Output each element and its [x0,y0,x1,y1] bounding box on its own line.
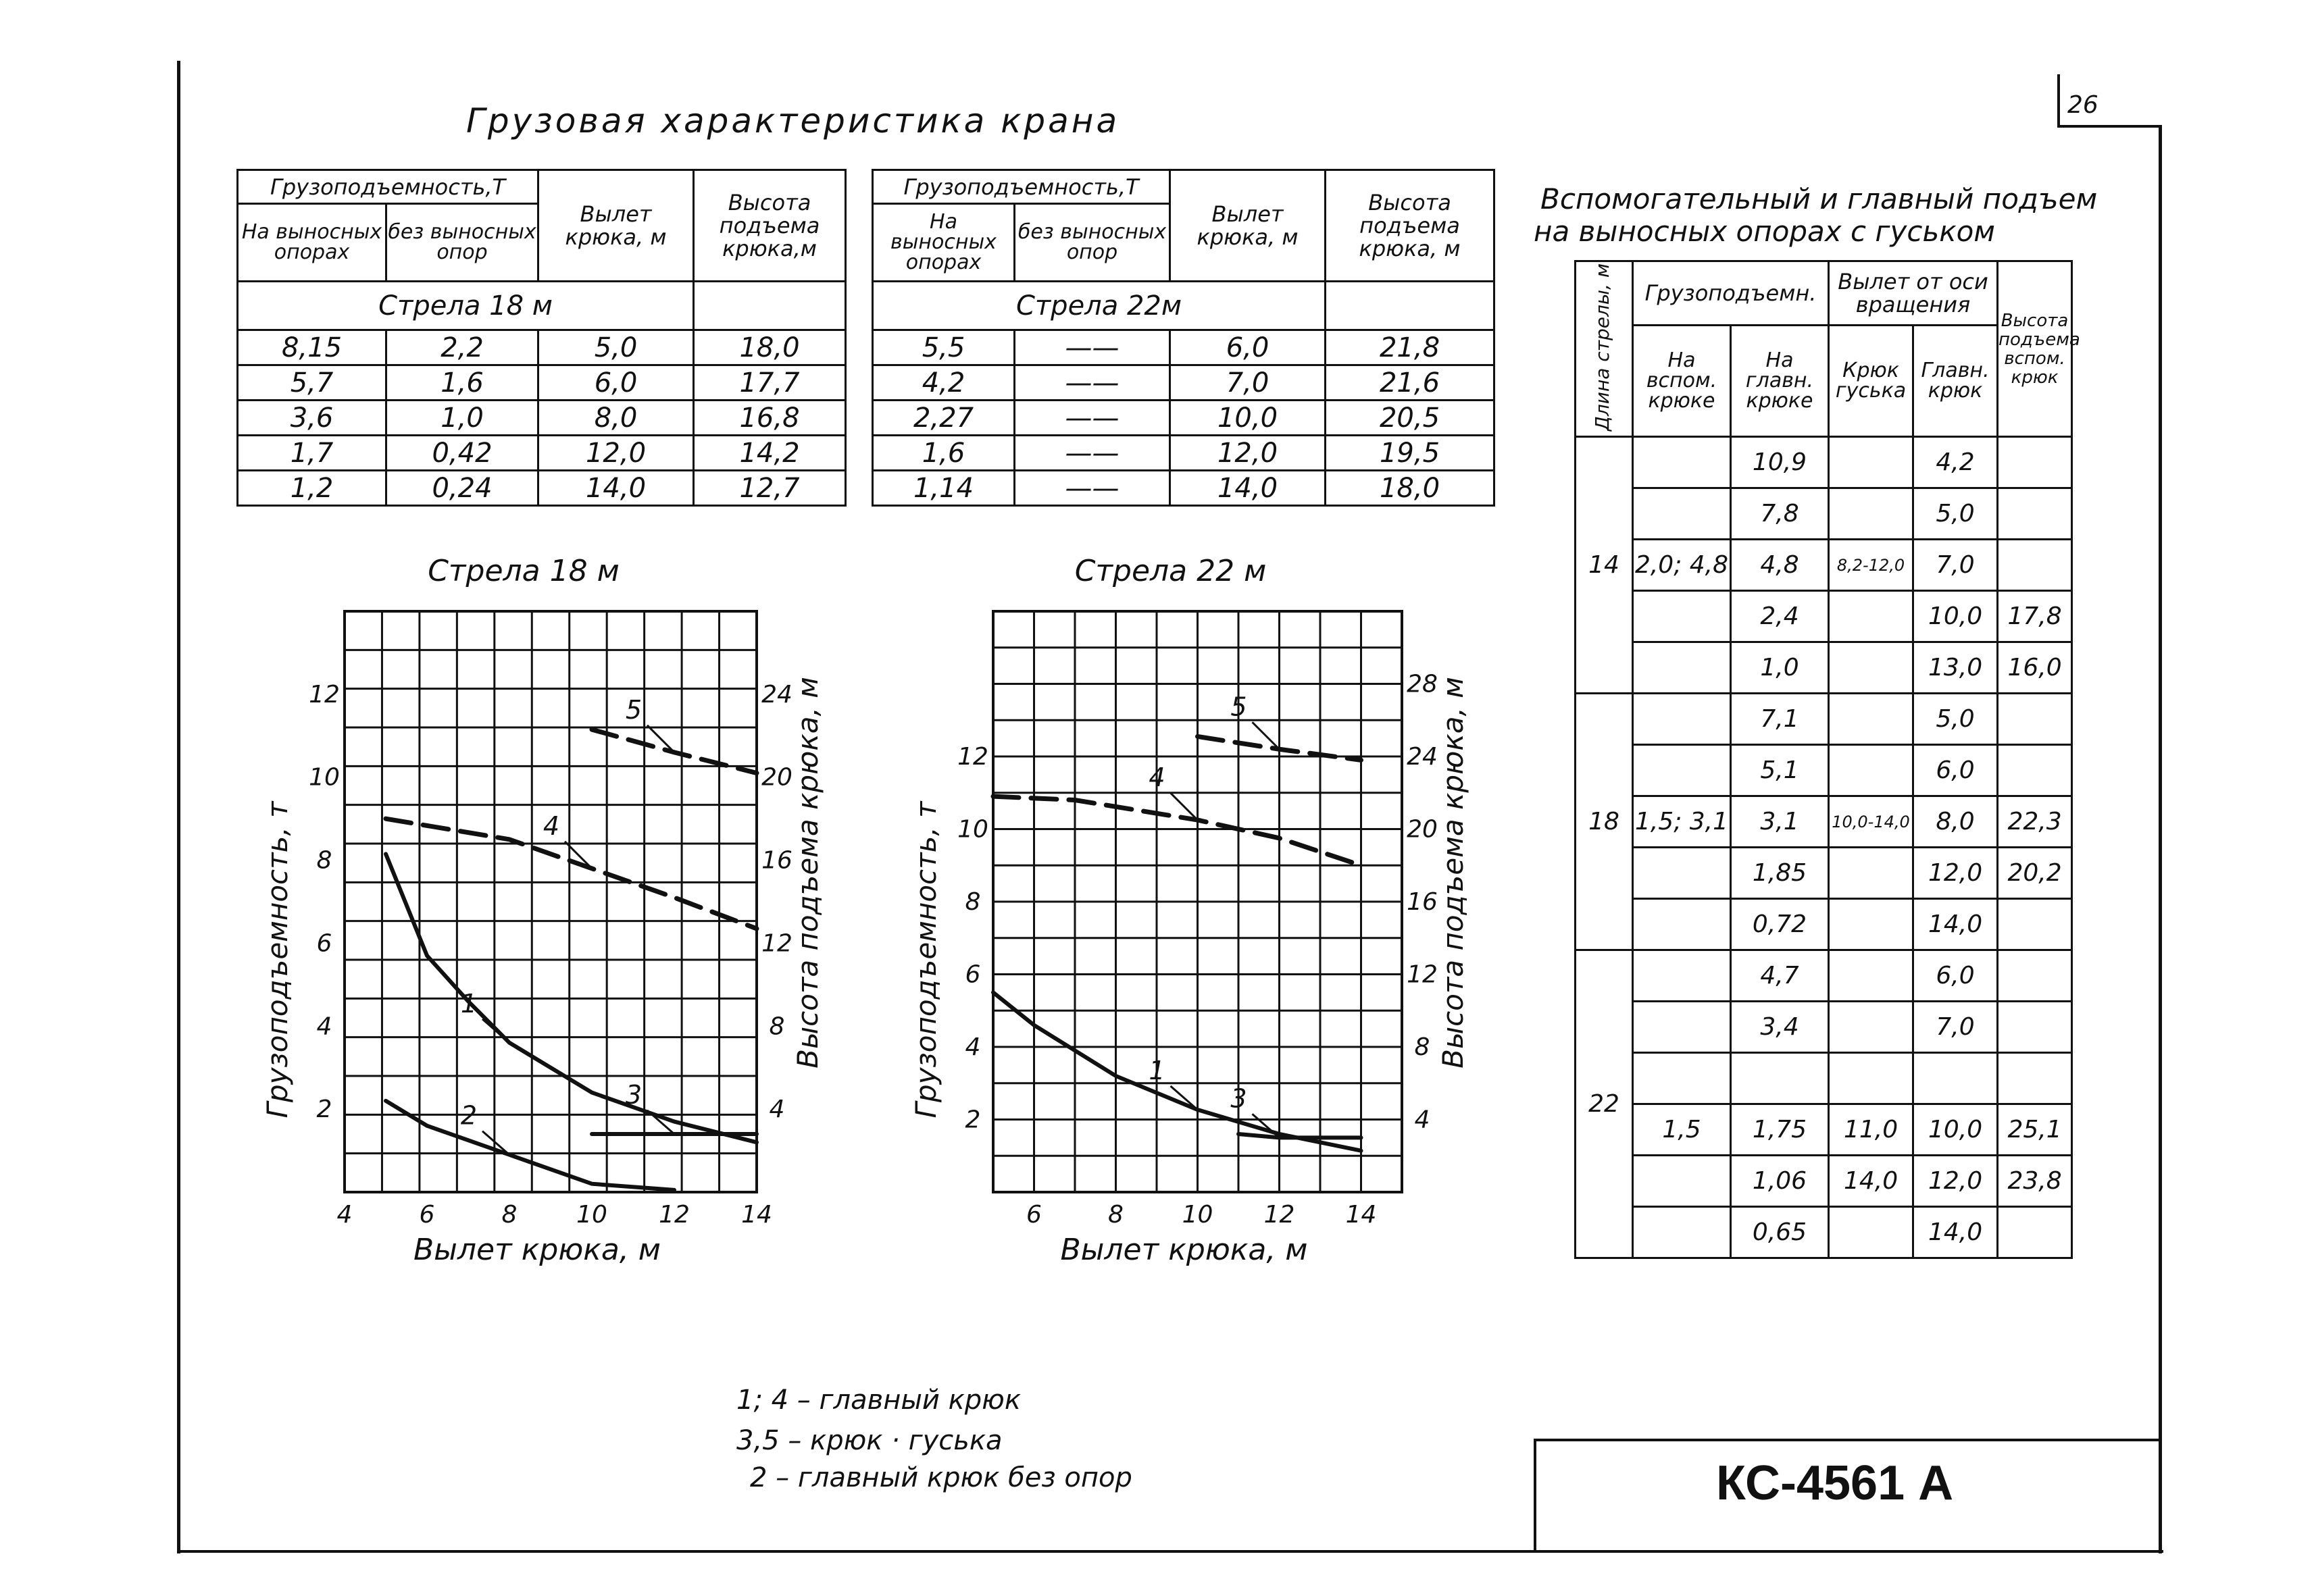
table-cell: 8,15 [238,330,386,365]
main-capacity-cell: 4,8 [1731,540,1829,591]
table-row [1576,745,2072,796]
main-capacity-cell: 7,8 [1731,488,1829,540]
jib-reach-cell [1829,1207,1913,1258]
frame-top-right-line [2057,125,2162,128]
x-tick-label: 4 [336,1201,353,1229]
page-number-box [2057,74,2060,127]
y-axis-label: Грузоподъемность, т [909,801,942,1118]
table-cell: 8,0 [538,401,694,436]
table-row [1576,591,2072,642]
main-capacity-cell: 4,7 [1731,950,1829,1002]
table-cell: 7,0 [1170,365,1326,401]
table-row [873,436,1494,471]
jib-table [1574,260,2080,1259]
table-cell: 19,5 [1326,436,1494,471]
y-tick-label: 2 [965,1106,981,1134]
y2-tick-label: 4 [1414,1106,1430,1134]
table-cell: 18,0 [694,330,846,365]
aux-capacity-cell [1633,437,1731,488]
boom-length-cell: 14 [1576,437,1633,694]
height-cell: 25,1 [1998,1104,2072,1156]
main-reach-cell: 13,0 [1913,642,1998,694]
table-row [1576,1207,2072,1258]
jib-reach-cell: 8,2-12,0 [1829,540,1913,591]
main-reach-cell: 6,0 [1913,950,1998,1002]
table-row [1576,899,2072,950]
jib-reach-cell [1829,642,1913,694]
x-tick-label: 6 [419,1201,435,1229]
main-capacity-cell: 10,9 [1731,437,1829,488]
series-label-1: 1 [460,988,478,1019]
height-cell [1998,437,2072,488]
x-tick-label: 10 [576,1201,607,1229]
jib-reach-cell: 11,0 [1829,1104,1913,1156]
main-reach-cell: 12,0 [1913,848,1998,899]
y-tick-label: 10 [957,815,988,844]
height-cell [1998,540,2072,591]
y2-tick-label: 24 [1407,743,1438,771]
table-row [1576,1002,2072,1053]
table-row [1576,437,2072,488]
main-reach-cell: 6,0 [1913,745,1998,796]
frame-left-line [177,61,180,1553]
y2-tick-label: 20 [761,763,793,792]
table-cell: 17,7 [694,365,846,401]
table-cell: —— [1015,365,1170,401]
y-tick-label: 2 [316,1096,332,1124]
table-row [873,471,1494,506]
aux-capacity-cell: 2,0; 4,8 [1633,540,1731,591]
jib-reach-cell [1829,745,1913,796]
table-cell: —— [1015,471,1170,506]
main-capacity-cell: 3,1 [1731,796,1829,848]
x-tick-label: 10 [1182,1201,1213,1229]
load-table-boom-22 [872,169,1495,507]
jib-reach-cell [1829,848,1913,899]
table-cell: 5,7 [238,365,386,401]
table-row [238,471,846,506]
y-tick-label: 6 [965,960,981,989]
main-reach-cell: 8,0 [1913,796,1998,848]
jib-reach-cell [1829,950,1913,1002]
reach-header: Вылет крюка, м [538,170,694,282]
y-axis-label: Грузоподъемность, т [261,801,294,1118]
aux-capacity-cell [1633,1053,1731,1104]
aux-capacity-cell [1633,950,1731,1002]
outriggers-header: На выносных опорах [238,204,386,282]
y2-tick-label: 28 [1407,670,1438,698]
table-row [873,330,1494,365]
capacity-header: Грузоподъемность,Т [238,170,538,204]
table-cell: 0,24 [386,471,538,506]
table-22-rows [873,330,1494,506]
table-cell: —— [1015,436,1170,471]
main-capacity-cell: 1,75 [1731,1104,1829,1156]
table-cell: 0,42 [386,436,538,471]
table-cell: 2,2 [386,330,538,365]
jib-reach-cell: 14,0 [1829,1156,1913,1207]
legend-line-2: 3,5 – крюк · гуська [736,1425,1003,1456]
aux-capacity-cell [1633,591,1731,642]
chart-boom-18 [257,540,845,1371]
table-cell: —— [1015,401,1170,436]
aux-capacity-cell [1633,848,1731,899]
table-row [873,401,1494,436]
x-tick-label: 14 [741,1201,772,1229]
x-tick-label: 6 [1026,1201,1042,1229]
y-tick-label: 12 [309,680,340,709]
main-capacity-cell: 5,1 [1731,745,1829,796]
table-cell: 14,0 [1170,471,1326,506]
boom-length-cell: 22 [1576,950,1633,1258]
series-label-4: 4 [543,810,560,841]
series-label-3: 3 [1230,1083,1247,1114]
height-header: Высота подъема крюка, м [1326,170,1494,282]
height-cell [1998,1207,2072,1258]
height-cell [1998,745,2072,796]
x-tick-label: 8 [501,1201,518,1229]
x-tick-label: 14 [1345,1201,1377,1229]
capacity-header: Грузоподъемность,Т [873,170,1170,204]
table-cell: 14,2 [694,436,846,471]
series-label-1: 1 [1149,1055,1165,1085]
jib-table-rows [1576,437,2072,1258]
table-cell: 16,8 [694,401,846,436]
main-reach-cell: 12,0 [1913,1156,1998,1207]
table-row [1576,848,2072,899]
main-capacity-cell: 3,4 [1731,1002,1829,1053]
main-reach-cell: 5,0 [1913,694,1998,745]
table-row [1576,796,2072,848]
series-label-5: 5 [1230,692,1247,722]
jib-reach-cell [1829,591,1913,642]
table-row [1576,642,2072,694]
jib-hook-reach-header: Крюк гуська [1829,326,1913,437]
y-tick-label: 8 [316,846,332,875]
jib-reach-cell [1829,899,1913,950]
series-label-4: 4 [1149,763,1165,793]
x-axis-label: Вылет крюка, м [413,1233,661,1267]
table-row [1576,540,2072,591]
table-cell: 1,7 [238,436,386,471]
height-cell [1998,1002,2072,1053]
y-tick-label: 12 [957,743,988,771]
main-capacity-cell [1731,1053,1829,1104]
y-tick-label: 10 [309,763,340,792]
chart-boom-22 [899,540,1520,1371]
table-cell: 3,6 [238,401,386,436]
aux-capacity-cell: 1,5; 3,1 [1633,796,1731,848]
y2-axis-label: Высота подъема крюка, м [791,677,824,1069]
table-row [238,436,846,471]
main-reach-cell: 4,2 [1913,437,1998,488]
aux-capacity-cell [1633,642,1731,694]
main-reach-cell: 14,0 [1913,1207,1998,1258]
table-cell: 14,0 [538,471,694,506]
table-row [1576,488,2072,540]
chart-title: Стрела 18 м [428,554,620,588]
aux-capacity-cell: 1,5 [1633,1104,1731,1156]
table-cell: 21,6 [1326,365,1494,401]
table-cell: 12,7 [694,471,846,506]
x-tick-label: 12 [659,1201,690,1229]
y2-tick-label: 16 [761,846,793,875]
series-label-2: 2 [460,1100,478,1131]
aux-capacity-cell [1633,694,1731,745]
jib-reach-header: Вылет от оси вращения [1829,261,1998,326]
aux-capacity-cell [1633,488,1731,540]
table-cell: 1,2 [238,471,386,506]
height-cell [1998,899,2072,950]
x-tick-label: 12 [1263,1201,1295,1229]
aux-capacity-cell [1633,1002,1731,1053]
y2-tick-label: 8 [1414,1033,1430,1061]
legend-line-3: 2 – главный крюк без опор [750,1462,1132,1493]
table-row [1576,950,2072,1002]
jib-reach-cell [1829,694,1913,745]
height-cell [1998,1053,2072,1104]
y-tick-label: 4 [316,1012,332,1041]
chart-title: Стрела 22 м [1074,554,1267,588]
jib-capacity-header: Грузоподъемн. [1633,261,1829,326]
height-cell [1998,950,2072,1002]
y2-tick-label: 8 [769,1012,785,1041]
height-header: Высота подъема крюка,м [694,170,846,282]
height-cell: 22,3 [1998,796,2072,848]
jib-reach-cell [1829,1053,1913,1104]
aux-capacity-cell [1633,1156,1731,1207]
height-cell: 17,8 [1998,591,2072,642]
boom-label: Стрела 18 м [238,282,694,330]
series-line-4 [386,819,757,929]
main-reach-cell: 5,0 [1913,488,1998,540]
y2-tick-label: 12 [761,929,793,958]
y2-tick-label: 12 [1407,960,1438,989]
table-row [238,401,846,436]
table-row [873,365,1494,401]
table-cell: 5,5 [873,330,1015,365]
main-hook-header: На главн. крюке [1731,326,1829,437]
table-cell: 2,27 [873,401,1015,436]
series-label-3: 3 [625,1080,643,1110]
table-cell: 1,6 [386,365,538,401]
boom-length-header: Длина стрелы, м [1576,261,1633,437]
outriggers-header: На выносных опорах [873,204,1015,282]
frame-right-line [2159,125,2162,1553]
y-tick-label: 6 [316,929,332,958]
jib-height-header: Высота подъема вспом. крюк [1998,261,2072,437]
table-row [238,365,846,401]
series-line-4 [993,796,1361,865]
aux-capacity-cell [1633,745,1731,796]
no-outriggers-header: без выносных опор [1015,204,1170,282]
series-label-5: 5 [625,694,643,725]
aux-capacity-cell [1633,899,1731,950]
jib-title-line1: Вспомогательный и главный подъем [1540,182,2098,215]
load-table-boom-18 [236,169,847,507]
reach-header: Вылет крюка, м [1170,170,1326,282]
table-cell: 12,0 [1170,436,1326,471]
main-capacity-cell: 1,06 [1731,1156,1829,1207]
legend-line-1: 1; 4 – главный крюк [736,1385,1022,1416]
main-reach-cell: 7,0 [1913,540,1998,591]
y2-tick-label: 16 [1407,888,1438,916]
height-cell: 20,2 [1998,848,2072,899]
main-reach-cell [1913,1053,1998,1104]
table-cell: 4,2 [873,365,1015,401]
y-tick-label: 4 [965,1033,981,1061]
boom-label: Стрела 22м [873,282,1326,330]
aux-capacity-cell [1633,1207,1731,1258]
table-row [238,330,846,365]
jib-reach-cell [1829,437,1913,488]
table-row [1576,694,2072,745]
y2-axis-label: Высота подъема крюка, м [1436,677,1469,1069]
height-cell: 23,8 [1998,1156,2072,1207]
table-cell: 1,0 [386,401,538,436]
model-label: КС-4561 А [1716,1456,1954,1510]
y-tick-label: 8 [965,888,981,916]
series-leader-1 [482,1019,509,1043]
main-capacity-cell: 1,85 [1731,848,1829,899]
table-row [1576,1053,2072,1104]
table-row [1576,1104,2072,1156]
y2-tick-label: 20 [1407,815,1438,844]
series-line-3 [1238,1134,1361,1137]
table-cell: 12,0 [538,436,694,471]
table-18-rows [238,330,846,506]
main-capacity-cell: 0,72 [1731,899,1829,950]
main-capacity-cell: 1,0 [1731,642,1829,694]
height-cell [1998,488,2072,540]
y2-tick-label: 24 [761,680,793,709]
table-cell: —— [1015,330,1170,365]
table-cell: 18,0 [1326,471,1494,506]
table-row [1576,1156,2072,1207]
table-cell: 6,0 [1170,330,1326,365]
table-cell: 1,6 [873,436,1015,471]
table-cell: 1,14 [873,471,1015,506]
jib-reach-cell: 10,0-14,0 [1829,796,1913,848]
main-capacity-cell: 0,65 [1731,1207,1829,1258]
boom-length-cell: 18 [1576,694,1633,950]
height-cell [1998,694,2072,745]
table-cell: 5,0 [538,330,694,365]
table-cell: 10,0 [1170,401,1326,436]
aux-hook-header: На вспом. крюке [1633,326,1731,437]
jib-reach-cell [1829,1002,1913,1053]
jib-title-line2: на выносных опорах с гуськом [1534,215,1995,248]
table-cell: 20,5 [1326,401,1494,436]
main-hook-reach-header: Главн. крюк [1913,326,1998,437]
x-axis-label: Вылет крюка, м [1060,1233,1308,1267]
jib-reach-cell [1829,488,1913,540]
table-cell: 6,0 [538,365,694,401]
x-tick-label: 8 [1108,1201,1124,1229]
no-outriggers-header: без выносных опор [386,204,538,282]
height-cell: 16,0 [1998,642,2072,694]
main-capacity-cell: 7,1 [1731,694,1829,745]
page-number: 26 [2067,91,2098,119]
main-reach-cell: 10,0 [1913,1104,1998,1156]
y2-tick-label: 4 [769,1096,785,1124]
series-line-1 [993,992,1361,1150]
main-capacity-cell: 2,4 [1731,591,1829,642]
table-cell: 21,8 [1326,330,1494,365]
page-title: Грузовая характеристика крана [466,101,1120,140]
main-reach-cell: 10,0 [1913,591,1998,642]
main-reach-cell: 7,0 [1913,1002,1998,1053]
main-reach-cell: 14,0 [1913,899,1998,950]
